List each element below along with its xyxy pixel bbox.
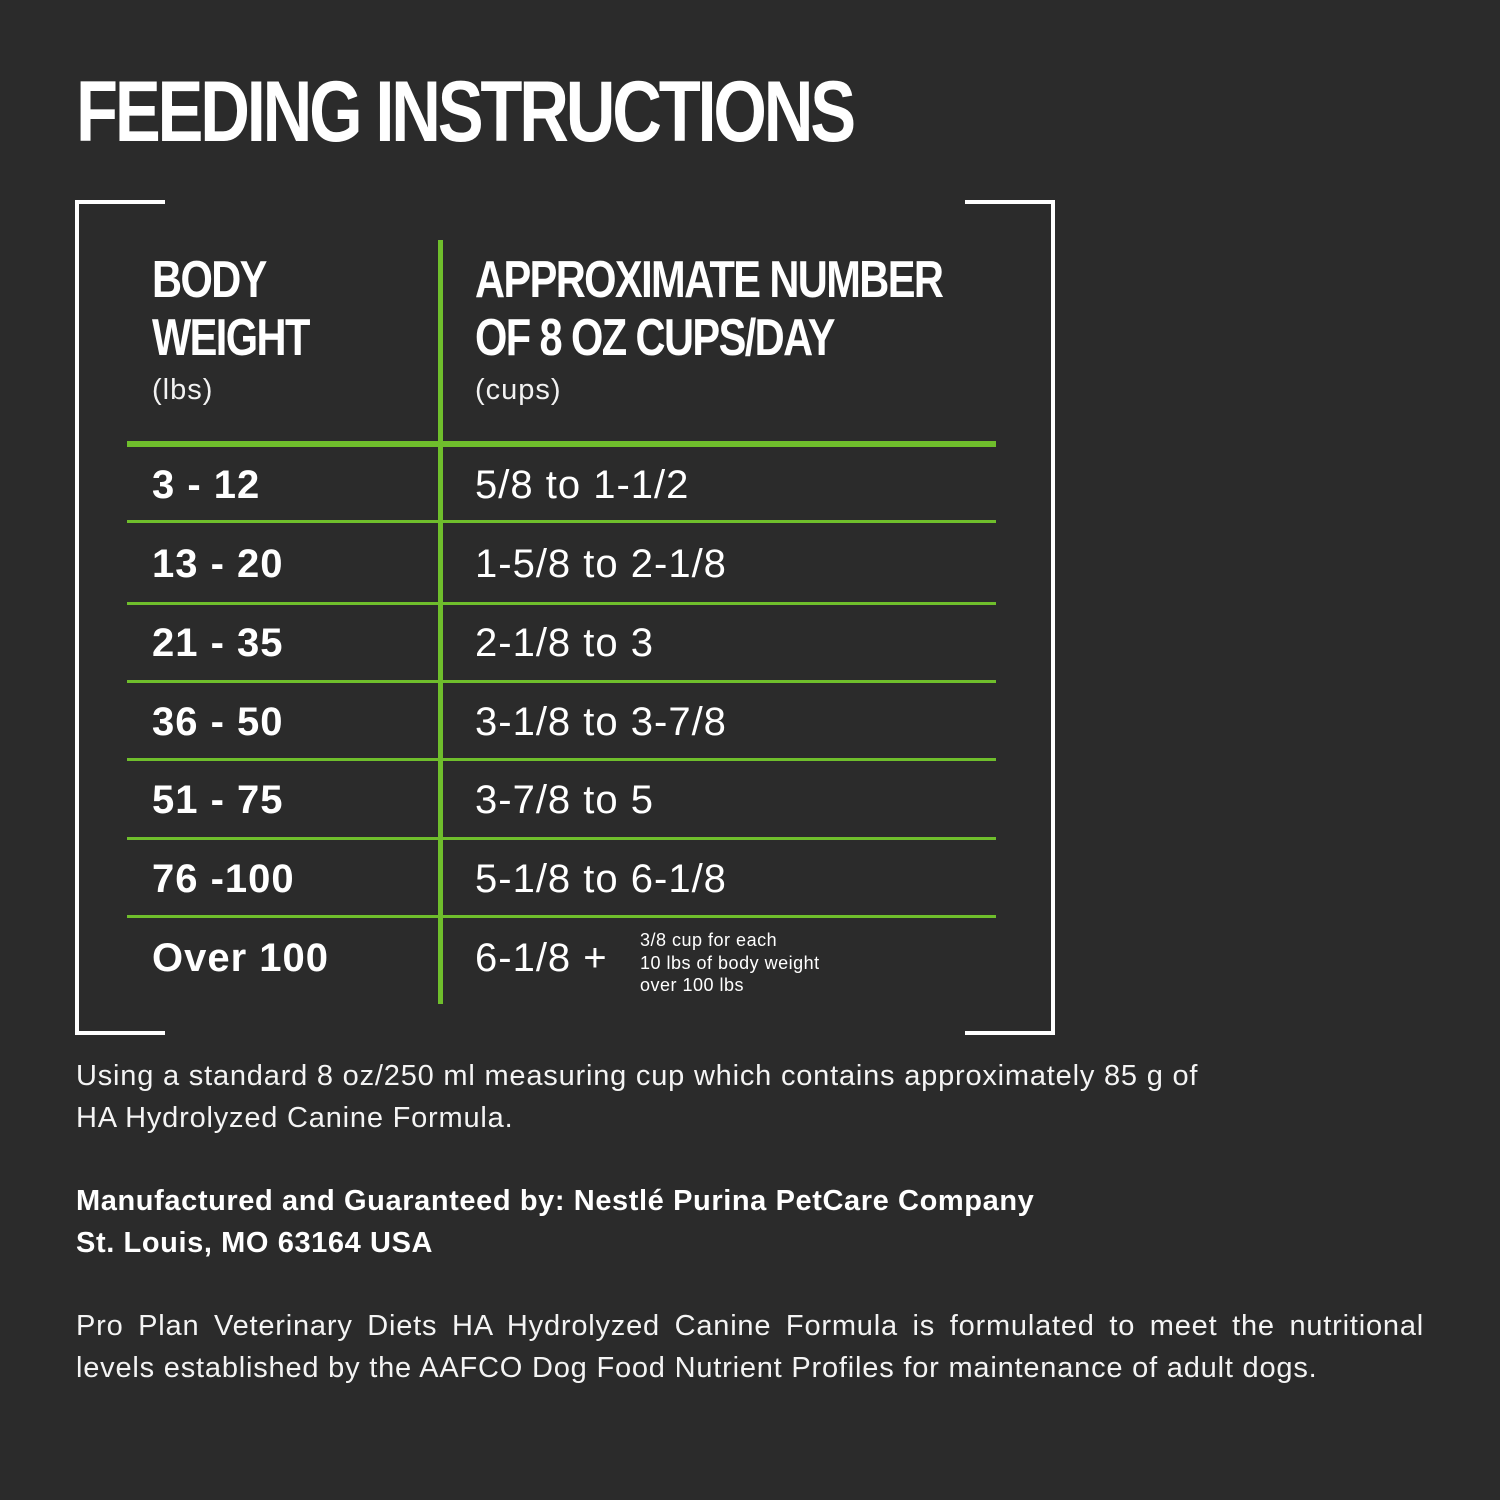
- manufacturer-info: [76, 1181, 1424, 1264]
- table-row-weight: 36 - 50: [152, 700, 284, 744]
- row-divider: [127, 837, 996, 840]
- row-divider: [127, 758, 996, 761]
- col-cups-unit: (cups): [475, 374, 562, 406]
- table-row-cups: 5-1/8 to 6-1/8: [475, 857, 727, 901]
- column-divider: [438, 240, 443, 1004]
- col-weight-heading-line1: BODY: [152, 251, 266, 309]
- table-row-cups: 2-1/8 to 3: [475, 621, 655, 665]
- row-divider: [127, 915, 996, 918]
- table-row-weight: 3 - 12: [152, 463, 261, 507]
- table-row-weight: 51 - 75: [152, 778, 284, 822]
- col-cups-heading-line2: OF 8 OZ CUPS/DAY: [475, 309, 834, 367]
- table-row-cups: 3-1/8 to 3-7/8: [475, 700, 727, 744]
- table-row-cups: 5/8 to 1-1/2: [475, 463, 690, 507]
- manufacturer-line2: St. Louis, MO 63164 USA: [76, 1226, 434, 1259]
- col-weight-unit: (lbs): [152, 374, 214, 406]
- table-row-weight: 21 - 35: [152, 621, 284, 665]
- table-row-cups: 1-5/8 to 2-1/8: [475, 542, 727, 586]
- measuring-note-line1: Using a standard 8 oz/250 ml measuring cup which contains approximately 85 g of: [76, 1060, 1199, 1092]
- table-row-weight: 76 -100: [152, 857, 295, 901]
- measuring-note-line2: HA Hydrolyzed Canine Formula.: [76, 1101, 514, 1134]
- table-row-weight: 13 - 20: [152, 542, 284, 586]
- table-row-cups: 6-1/8 +: [475, 936, 608, 980]
- table-row-cups: 3-7/8 to 5: [475, 778, 655, 822]
- over-100-note: 3/8 cup for each 10 lbs of body weight over 100 lbs: [640, 930, 820, 995]
- page-title: FEEDING INSTRUCTIONS: [76, 64, 853, 160]
- row-divider: [127, 602, 996, 605]
- manufacturer-line1: Manufactured and Guaranteed by: Nestlé Purina PetCare Company: [76, 1185, 1035, 1217]
- col-weight-heading-line2: WEIGHT: [152, 309, 309, 367]
- aafco-statement: Pro Plan Veterinary Diets HA Hydrolyzed Canine Formula is formulated to meet the nutritional levels established by the AAFCO Dog Food Nutrient Profiles for maintenance of adult dogs.: [76, 1310, 1424, 1384]
- measuring-note: [76, 1056, 1424, 1139]
- header-divider: [127, 441, 996, 447]
- row-divider: [127, 520, 996, 523]
- col-cups-heading-line1: APPROXIMATE NUMBER: [475, 251, 943, 309]
- table-row-weight: Over 100: [152, 936, 330, 980]
- right-bracket: [965, 200, 1055, 1035]
- row-divider: [127, 680, 996, 683]
